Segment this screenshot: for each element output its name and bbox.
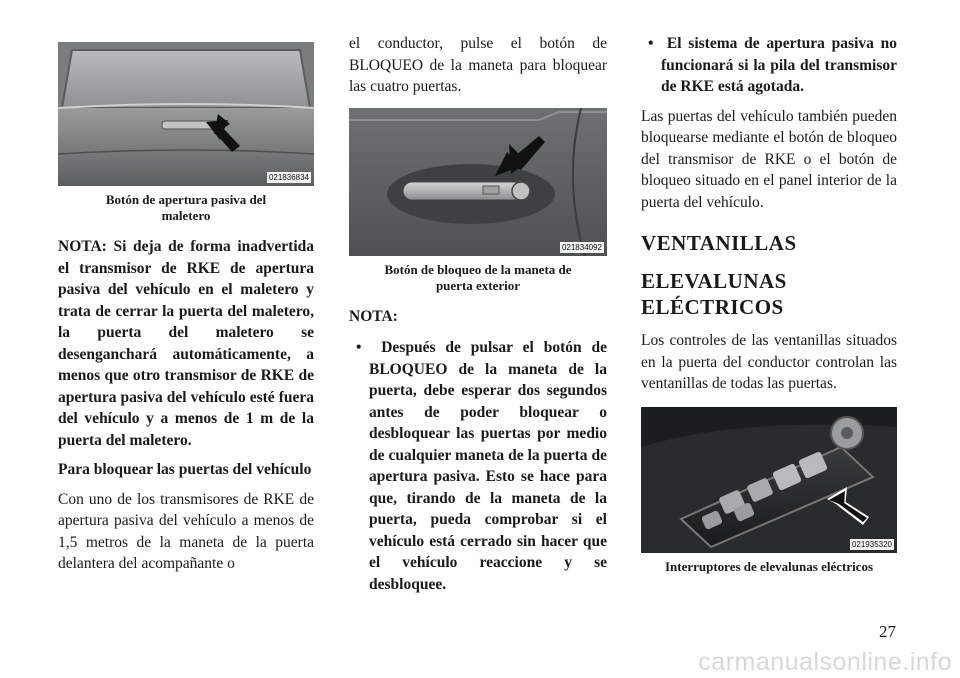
subheading: Para bloquear las puertas del vehículo	[58, 461, 312, 478]
page-number: 27	[879, 622, 896, 641]
body-paragraph-continued: el conductor, pulse el botón de BLOQUEO de la maneta para bloquear las cuatro puertas.	[349, 35, 607, 95]
door-handle-illustration	[349, 108, 607, 256]
figure-code: 021935320	[851, 539, 892, 549]
note-paragraph: NOTA: Si deja de forma inadvertida el transmisor de RKE de apertura pasiva del vehículo en el maletero y trata de cerrar la puerta del maletero, la puerta del maletero se desenganchará automáticamente, a menos que otro transmisor de RKE de apertura pasiva del vehículo esté fuera del vehículo y a menos de 1 m de la puerta del maletero.	[58, 238, 314, 449]
column-2	[349, 0, 607, 595]
bullet-glyph: •	[648, 35, 667, 52]
bullet-text: El sistema de apertura pasiva no funcionará si la pila del transmisor de RKE está agotada.	[661, 35, 897, 95]
subsection-heading-line: ELÉCTRICOS	[641, 295, 784, 319]
body-paragraph: Las puertas del vehículo también pueden bloquearse mediante el botón de bloqueo del transmisor de RKE o el botón de bloqueo situado en el panel interior de la puerta del vehículo.	[641, 107, 897, 211]
watermark: carmanualsonline.info	[698, 648, 952, 676]
figure-caption	[58, 192, 314, 224]
figure-caption	[349, 262, 607, 294]
section-heading: VENTANILLAS	[641, 231, 797, 255]
figure-caption-line: Botón de apertura pasiva del	[105, 192, 267, 207]
bullet-text: Después de pulsar el botón de BLOQUEO de la maneta de la puerta, debe esperar dos segundos antes de poder bloquear o desbloquear las puertas por medio de cualquier maneta de la puerta de apertura pasiva. Esto se hace para que, tirando de la maneta de la puerta, pueda comprobar si el vehículo está cerrado sin hacer que el vehículo reaccione y se desbloquee.	[369, 339, 607, 593]
column-3	[641, 0, 897, 575]
bullet-item	[641, 33, 897, 98]
window-switches-photo	[641, 407, 897, 553]
figure-caption-line: maletero	[161, 208, 211, 223]
figure-caption-line: puerta exterior	[435, 277, 521, 293]
trunk-photo	[58, 42, 314, 186]
subsection-heading-line: ELEVALUNAS	[641, 269, 787, 293]
body-paragraph: Los controles de las ventanillas situados en la puerta del conductor controlan las ventanillas de todas las puertas.	[641, 332, 897, 392]
body-paragraph: Con uno de los transmisores de RKE de apertura pasiva del vehículo a menos de 1,5 metros de la maneta de la puerta delantera del acompañante o	[58, 490, 314, 572]
bullet-item	[349, 337, 607, 595]
figure-caption-line: Botón de bloqueo de la maneta de	[384, 261, 572, 277]
figure-code: 021836834	[268, 173, 309, 182]
column-1	[58, 0, 314, 575]
figure-caption: Interruptores de elevalunas eléctricos	[664, 558, 874, 574]
trunk-illustration	[58, 42, 314, 186]
bullet-glyph: •	[356, 339, 382, 356]
note-label: NOTA:	[349, 307, 398, 325]
subsection-heading	[641, 268, 897, 320]
figure-code: 021834092	[561, 242, 602, 252]
door-handle-photo	[349, 108, 607, 256]
window-switches-illustration	[641, 407, 897, 553]
